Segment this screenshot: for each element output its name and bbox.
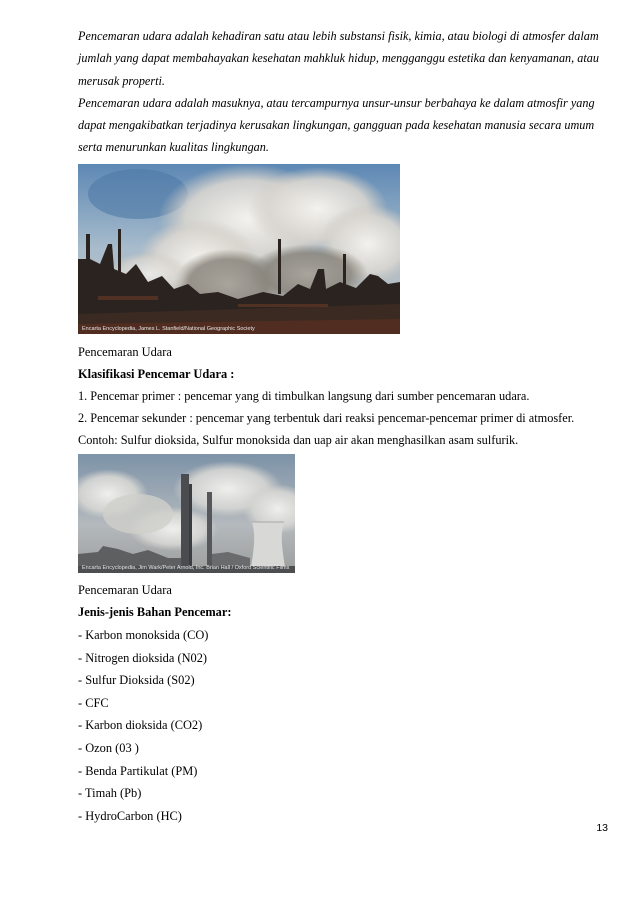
list-item: - Karbon monoksida (CO)	[78, 628, 209, 642]
list-item: - Sulfur Dioksida (S02)	[78, 673, 195, 688]
list-item: - Benda Partikulat (PM)	[78, 763, 198, 778]
photo-caption: Pencemaran Udara	[78, 345, 172, 359]
photo-credit: Encarta Encyclopedia, James L. Stanfield/National Geographic Society	[82, 326, 255, 332]
classification-example: Contoh: Sulfur dioksida, Sulfur monoksida dan uap air akan menghasilkan asam sulfurik.	[78, 433, 519, 447]
list-item: - Nitrogen dioksida (N02)	[78, 650, 208, 665]
chimney-smoke-photo	[78, 454, 295, 573]
list-item: - CFC	[78, 695, 109, 710]
pollutants-list	[78, 627, 208, 830]
intro-text	[78, 25, 608, 159]
list-item: - Karbon dioksida (CO2)	[78, 718, 203, 733]
classification-item-secondary: 2. Pencemar sekunder : pencemar yang terbentuk dari reaksi pencemar-pencemar primer di atmosfer.	[78, 411, 575, 425]
list-item: - HydroCarbon (HC)	[78, 808, 182, 823]
intro-paragraph-1: Pencemaran udara adalah kehadiran satu atau lebih substansi fisik, kimia, atau biologi di atmosfer dalam jumlah yang dapat membahayakan kesehatan mahkluk hidup, mengganggu estetika dan kenyamanan, atau merusak properti.	[78, 29, 599, 88]
list-item: - Ozon (03 )	[78, 740, 139, 755]
list-item: - Timah (Pb)	[78, 786, 142, 801]
intro-paragraph-2: Pencemaran udara adalah masuknya, atau tercampurnya unsur-unsur berbahaya ke dalam atmosfir yang dapat mengakibatkan terjadinya kerusakan lingkungan, gangguan pada kesehatan manusia secara umum serta menurunkan kualitas lingkungan.	[78, 95, 595, 155]
classification-heading: Klasifikasi Pencemar Udara :	[78, 367, 235, 381]
page-number: 13	[596, 822, 608, 834]
industrial-smoke-photo	[78, 164, 400, 334]
photo-caption: Pencemaran Udara	[78, 583, 172, 597]
pollutants-heading: Jenis-jenis Bahan Pencemar:	[78, 605, 232, 619]
classification-item-primary: 1. Pencemar primer : pencemar yang di timbulkan langsung dari sumber pencemaran udara.	[78, 389, 530, 403]
photo-credit: Encarta Encyclopedia, Jim Wark/Peter Arnold, Inc. Brian Hall / Oxford Scientific Films	[82, 565, 290, 571]
